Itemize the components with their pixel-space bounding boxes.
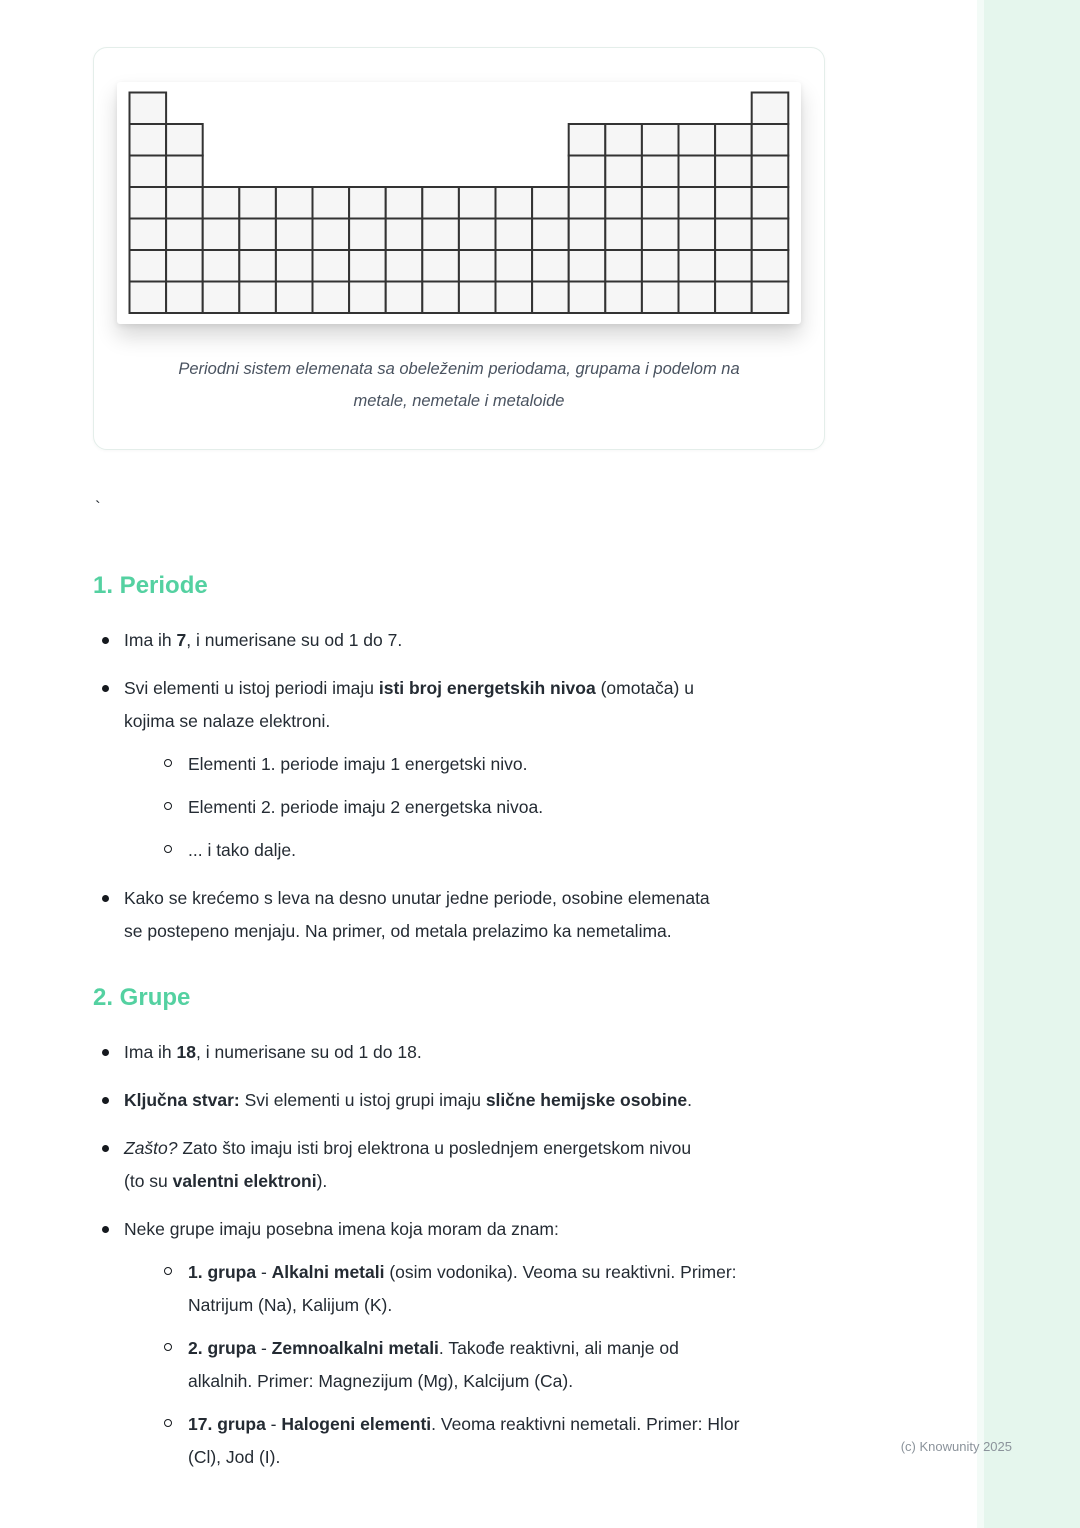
text-segment: . Veoma reaktivni nemetali. Primer: Hlor [431, 1414, 740, 1434]
periodic-table-cell [349, 250, 386, 282]
periodic-table-cell [569, 187, 606, 219]
text-segment: Ima ih [124, 1042, 177, 1062]
periodic-table-cell [166, 282, 203, 314]
periodic-table-cell [642, 187, 679, 219]
periodic-table-cell [679, 219, 716, 251]
periodic-table-cell [166, 219, 203, 251]
periodic-table-cell [459, 250, 496, 282]
periodic-table-cell [459, 219, 496, 251]
page-edge-strip [977, 0, 1080, 1528]
text-segment: Neke grupe imaju posebna imena koja moram da znam: [124, 1219, 559, 1239]
periodic-table-cell [715, 124, 752, 156]
periodic-table-cell [203, 250, 240, 282]
periodic-table-cell [203, 282, 240, 314]
text-segment: kojima se nalaze elektroni. [124, 711, 331, 731]
periodic-table-image [117, 82, 801, 324]
periodic-table-cell [313, 250, 350, 282]
periodic-table-cell [496, 219, 533, 251]
periodic-table-cell [642, 156, 679, 188]
periodic-table-cell [276, 282, 313, 314]
periodic-table-cell [715, 187, 752, 219]
periodic-table-cell [496, 282, 533, 314]
bullet-list [93, 1036, 935, 1474]
periodic-table-cell [130, 282, 167, 314]
text-segment: ). [316, 1171, 328, 1191]
periodic-table-cell [459, 187, 496, 219]
periodic-table-cell [569, 219, 606, 251]
text-segment: Alkalni metali [271, 1262, 385, 1282]
section-heading: 1. Periode [93, 572, 208, 599]
bullet-item [93, 624, 935, 657]
text-segment: Kako se krećemo s leva na desno unutar jedne periode, osobine elemenata [124, 888, 710, 908]
text-segment: 7 [176, 630, 187, 650]
periodic-table-cell [166, 156, 203, 188]
periodic-table-cell [239, 250, 276, 282]
periodic-table-cell [349, 187, 386, 219]
periodic-table-cell [532, 219, 569, 251]
periodic-table-cell [569, 250, 606, 282]
sub-bullet-item [157, 748, 935, 781]
text-segment: Zašto? [124, 1138, 178, 1158]
periodic-table-cell [642, 250, 679, 282]
text-segment: 2. grupa [188, 1338, 257, 1358]
periodic-table-cell [130, 93, 167, 125]
periodic-table-cell [239, 219, 276, 251]
text-segment: (to su [124, 1171, 173, 1191]
sub-bullet-item [157, 1408, 935, 1474]
figure-caption-line: Periodni sistem elemenata sa obeleženim periodama, grupama i podelom na [178, 360, 740, 378]
periodic-table-cell [642, 219, 679, 251]
periodic-table-cell [532, 187, 569, 219]
periodic-table-cell [313, 219, 350, 251]
text-segment: Svi elementi u istoj periodi imaju [124, 678, 379, 698]
sub-bullet-list [157, 1256, 935, 1474]
periodic-table-cell [276, 250, 313, 282]
text-segment: se postepeno menjaju. Na primer, od metala prelazimo ka nemetalima. [124, 921, 672, 941]
text-segment: , i numerisane su od 1 do 18. [196, 1042, 422, 1062]
text-segment: isti broj energetskih nivoa [378, 678, 596, 698]
periodic-table-cell [752, 219, 789, 251]
text-segment: Svi elementi u istoj grupi imaju [239, 1090, 486, 1110]
periodic-table-cell [130, 219, 167, 251]
periodic-table-cell [166, 187, 203, 219]
text-segment: . [687, 1090, 693, 1110]
periodic-table-cell [276, 187, 313, 219]
content-sections [93, 572, 935, 1489]
periodic-table-cell [752, 282, 789, 314]
periodic-table-cell [349, 282, 386, 314]
sub-bullet-list [157, 748, 935, 867]
periodic-table-cell [313, 282, 350, 314]
periodic-table-cell [715, 219, 752, 251]
periodic-table-cell [496, 187, 533, 219]
bullet-list [93, 624, 935, 948]
periodic-table-cell [313, 187, 350, 219]
text-segment: slične hemijske osobine [485, 1090, 688, 1110]
bullet-item [93, 1213, 935, 1474]
footer-credit: (c) Knowunity 2025 [900, 1439, 1012, 1454]
sub-bullet-item [157, 1256, 935, 1322]
sub-bullet-item [157, 834, 935, 867]
text-segment: alkalnih. Primer: Magnezijum (Mg), Kalcijum (Ca). [188, 1371, 574, 1391]
periodic-table-cell [239, 187, 276, 219]
text-segment: Ključna stvar: [124, 1090, 240, 1110]
text-segment: valentni elektroni [172, 1171, 317, 1191]
periodic-table-cell [642, 282, 679, 314]
periodic-table-cell [642, 124, 679, 156]
periodic-table-cell [715, 282, 752, 314]
periodic-table-cell [569, 156, 606, 188]
text-segment: (osim vodonika). Veoma su reaktivni. Primer: [384, 1262, 737, 1282]
text-segment: 1. grupa [188, 1262, 257, 1282]
periodic-table-cell [605, 124, 642, 156]
periodic-table-cell [605, 282, 642, 314]
periodic-table-cell [752, 156, 789, 188]
periodic-table-cell [532, 282, 569, 314]
periodic-table-cell [679, 187, 716, 219]
periodic-table-cell [130, 187, 167, 219]
text-segment: - [256, 1338, 272, 1358]
periodic-table-cell [386, 187, 423, 219]
figure-caption [94, 353, 824, 417]
periodic-table-cell [276, 219, 313, 251]
text-segment: 18 [176, 1042, 196, 1062]
periodic-table-cell [752, 124, 789, 156]
periodic-table-cell [422, 187, 459, 219]
bullet-item [93, 1132, 935, 1198]
periodic-table-cell [386, 250, 423, 282]
periodic-table-cell [349, 219, 386, 251]
periodic-table-cell [386, 282, 423, 314]
periodic-table-cell [715, 156, 752, 188]
periodic-table-grid [128, 91, 790, 315]
text-segment: (omotača) u [595, 678, 694, 698]
section-heading: 2. Grupe [93, 984, 191, 1011]
periodic-table-cell [569, 124, 606, 156]
text-segment: Elementi 1. periode imaju 1 energetski nivo. [188, 754, 528, 774]
periodic-table-cell [752, 187, 789, 219]
periodic-table-cell [203, 219, 240, 251]
text-segment: - [256, 1262, 272, 1282]
periodic-table-cell [605, 187, 642, 219]
text-segment: (Cl), Jod (I). [188, 1447, 281, 1467]
text-segment: Elementi 2. periode imaju 2 energetska nivoa. [188, 797, 544, 817]
periodic-table-cell [679, 282, 716, 314]
periodic-table-cell [532, 250, 569, 282]
text-segment: - [265, 1414, 282, 1434]
periodic-table-cell [203, 187, 240, 219]
periodic-table-cell [386, 219, 423, 251]
stray-backtick-char: ` [95, 498, 101, 517]
periodic-table-cell [422, 250, 459, 282]
bullet-item [93, 1036, 935, 1069]
bullet-item [93, 672, 935, 867]
periodic-table-cell [752, 250, 789, 282]
periodic-table-cell [605, 219, 642, 251]
periodic-table-cell [496, 250, 533, 282]
text-segment: Zemnoalkalni metali [271, 1338, 439, 1358]
periodic-table-figure-card [93, 47, 825, 450]
periodic-table-cell [605, 250, 642, 282]
periodic-table-cell [166, 124, 203, 156]
periodic-table-cell [569, 282, 606, 314]
sub-bullet-item [157, 791, 935, 824]
bullet-item [93, 882, 935, 948]
periodic-table-cell [422, 219, 459, 251]
periodic-table-cell [605, 156, 642, 188]
text-segment: ... i tako dalje. [188, 840, 296, 860]
sub-bullet-item [157, 1332, 935, 1398]
text-segment: . Takođe reaktivni, ali manje od [438, 1338, 679, 1358]
text-segment: Ima ih [124, 630, 177, 650]
periodic-table-cell [679, 124, 716, 156]
figure-caption-line: metale, nemetale i metaloide [353, 392, 565, 410]
text-segment: Halogeni elementi [281, 1414, 432, 1434]
section [93, 984, 935, 1474]
text-segment: Zato što imaju isti broj elektrona u poslednjem energetskom nivou [177, 1138, 692, 1158]
section [93, 572, 935, 948]
periodic-table-cell [130, 156, 167, 188]
periodic-table-cell [679, 250, 716, 282]
periodic-table-cell [679, 156, 716, 188]
periodic-table-cell [459, 282, 496, 314]
periodic-table-cell [422, 282, 459, 314]
periodic-table-cell [715, 250, 752, 282]
text-segment: Natrijum (Na), Kalijum (K). [188, 1295, 393, 1315]
bullet-item [93, 1084, 935, 1117]
text-segment: , i numerisane su od 1 do 7. [186, 630, 403, 650]
periodic-table-cell [239, 282, 276, 314]
periodic-table-cell [166, 250, 203, 282]
periodic-table-cell [130, 250, 167, 282]
text-segment: 17. grupa [188, 1414, 266, 1434]
periodic-table-cell [752, 93, 789, 125]
periodic-table-cell [130, 124, 167, 156]
